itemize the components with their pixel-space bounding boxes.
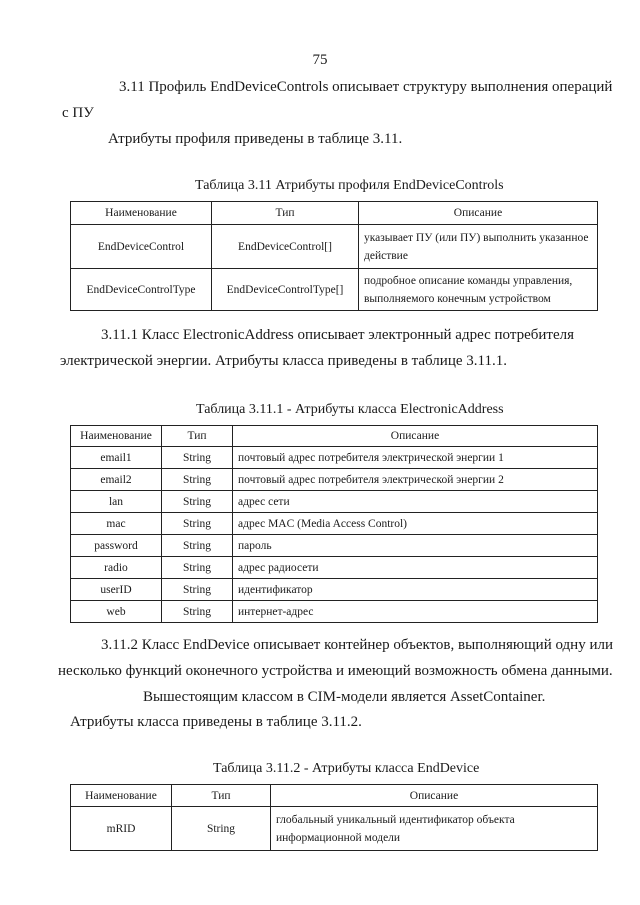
table-row: [71, 807, 598, 851]
table-row: [71, 535, 598, 557]
attributes-table-enddevicecontrols: [70, 201, 598, 311]
cell-description-line: глобальный уникальный идентификатор объекта: [276, 813, 515, 826]
column-header-name: Наименование: [71, 426, 162, 447]
column-header-description: Описание: [233, 426, 598, 447]
column-header-name: Наименование: [71, 785, 172, 807]
cell-description-line: информационной модели: [276, 831, 401, 844]
cell-description: адрес MAC (Media Access Control): [233, 513, 598, 535]
cell-name: mac: [71, 513, 162, 535]
cell-description: адрес сети: [233, 491, 598, 513]
cell-description-line: указывает ПУ (или ПУ) выполнить указанное: [364, 231, 589, 244]
table1-caption: Таблица 3.11 Атрибуты профиля EndDeviceControls: [195, 178, 504, 193]
table-header-row: [71, 785, 598, 807]
table-header-row: [71, 426, 598, 447]
cell-description-line: подробное описание команды управления,: [364, 274, 573, 287]
cell-type: String: [162, 513, 233, 535]
cell-type: String: [162, 601, 233, 623]
table-row: [71, 447, 598, 469]
cell-description: почтовый адрес потребителя электрической энергии 1: [233, 447, 598, 469]
cell-name: userID: [71, 579, 162, 601]
cell-name: email1: [71, 447, 162, 469]
section2-line-2: электрической энергии. Атрибуты класса приведены в таблице 3.11.1.: [60, 353, 507, 369]
cell-type: String: [162, 447, 233, 469]
table-row: [71, 469, 598, 491]
cell-description: пароль: [233, 535, 598, 557]
cell-name: mRID: [71, 807, 172, 851]
column-header-type: Тип: [212, 202, 359, 225]
table-row: [71, 513, 598, 535]
section3-line-2: несколько функций оконечного устройства и имеющий возможность обмена данными.: [58, 663, 613, 679]
cell-type: String: [162, 469, 233, 491]
intro-line-1: 3.11 Профиль EndDeviceControls описывает структуру выполнения операций: [119, 79, 613, 95]
cell-type: String: [172, 807, 271, 851]
column-header-description: Описание: [359, 202, 598, 225]
column-header-name: Наименование: [71, 202, 212, 225]
cell-description: [359, 225, 598, 269]
cell-description: [271, 807, 598, 851]
table2-caption: Таблица 3.11.1 - Атрибуты класса ElectronicAddress: [196, 402, 504, 417]
cell-type: EndDeviceControlType[]: [212, 269, 359, 311]
table-header-row: [71, 202, 598, 225]
cell-description: идентификатор: [233, 579, 598, 601]
table-row: [71, 491, 598, 513]
cell-name: web: [71, 601, 162, 623]
attributes-table-electronicaddress: [70, 425, 598, 623]
attributes-table-enddevice: [70, 784, 598, 851]
cell-type: EndDeviceControl[]: [212, 225, 359, 269]
table3-caption: Таблица 3.11.2 - Атрибуты класса EndDevice: [213, 761, 480, 776]
cell-description: почтовый адрес потребителя электрической энергии 2: [233, 469, 598, 491]
cell-description: [359, 269, 598, 311]
cell-name: email2: [71, 469, 162, 491]
table-row: [71, 601, 598, 623]
section3-line-4: Атрибуты класса приведены в таблице 3.11.2.: [70, 714, 362, 730]
cell-name: radio: [71, 557, 162, 579]
cell-description: интернет-адрес: [233, 601, 598, 623]
cell-name: EndDeviceControl: [71, 225, 212, 269]
cell-type: String: [162, 557, 233, 579]
cell-name: lan: [71, 491, 162, 513]
column-header-description: Описание: [271, 785, 598, 807]
cell-type: String: [162, 579, 233, 601]
intro-line-3: Атрибуты профиля приведены в таблице 3.11.: [108, 131, 403, 147]
cell-name: EndDeviceControlType: [71, 269, 212, 311]
intro-line-2: с ПУ: [62, 105, 94, 121]
section3-line-1: 3.11.2 Класс EndDevice описывает контейнер объектов, выполняющий одну или: [101, 637, 613, 653]
cell-description-line: действие: [364, 249, 408, 262]
cell-description-line: выполняемого конечным устройством: [364, 292, 551, 305]
cell-type: String: [162, 491, 233, 513]
table-row: [71, 225, 598, 269]
table-row: [71, 557, 598, 579]
section2-line-1: 3.11.1 Класс ElectronicAddress описывает электронный адрес потребителя: [101, 327, 575, 343]
cell-description: адрес радиосети: [233, 557, 598, 579]
table-row: [71, 269, 598, 311]
page-number: 75: [312, 52, 328, 68]
cell-name: password: [71, 535, 162, 557]
column-header-type: Тип: [162, 426, 233, 447]
table-row: [71, 579, 598, 601]
column-header-type: Тип: [172, 785, 271, 807]
section3-line-3: Вышестоящим классом в CIM-модели является AssetContainer.: [143, 689, 546, 705]
cell-type: String: [162, 535, 233, 557]
